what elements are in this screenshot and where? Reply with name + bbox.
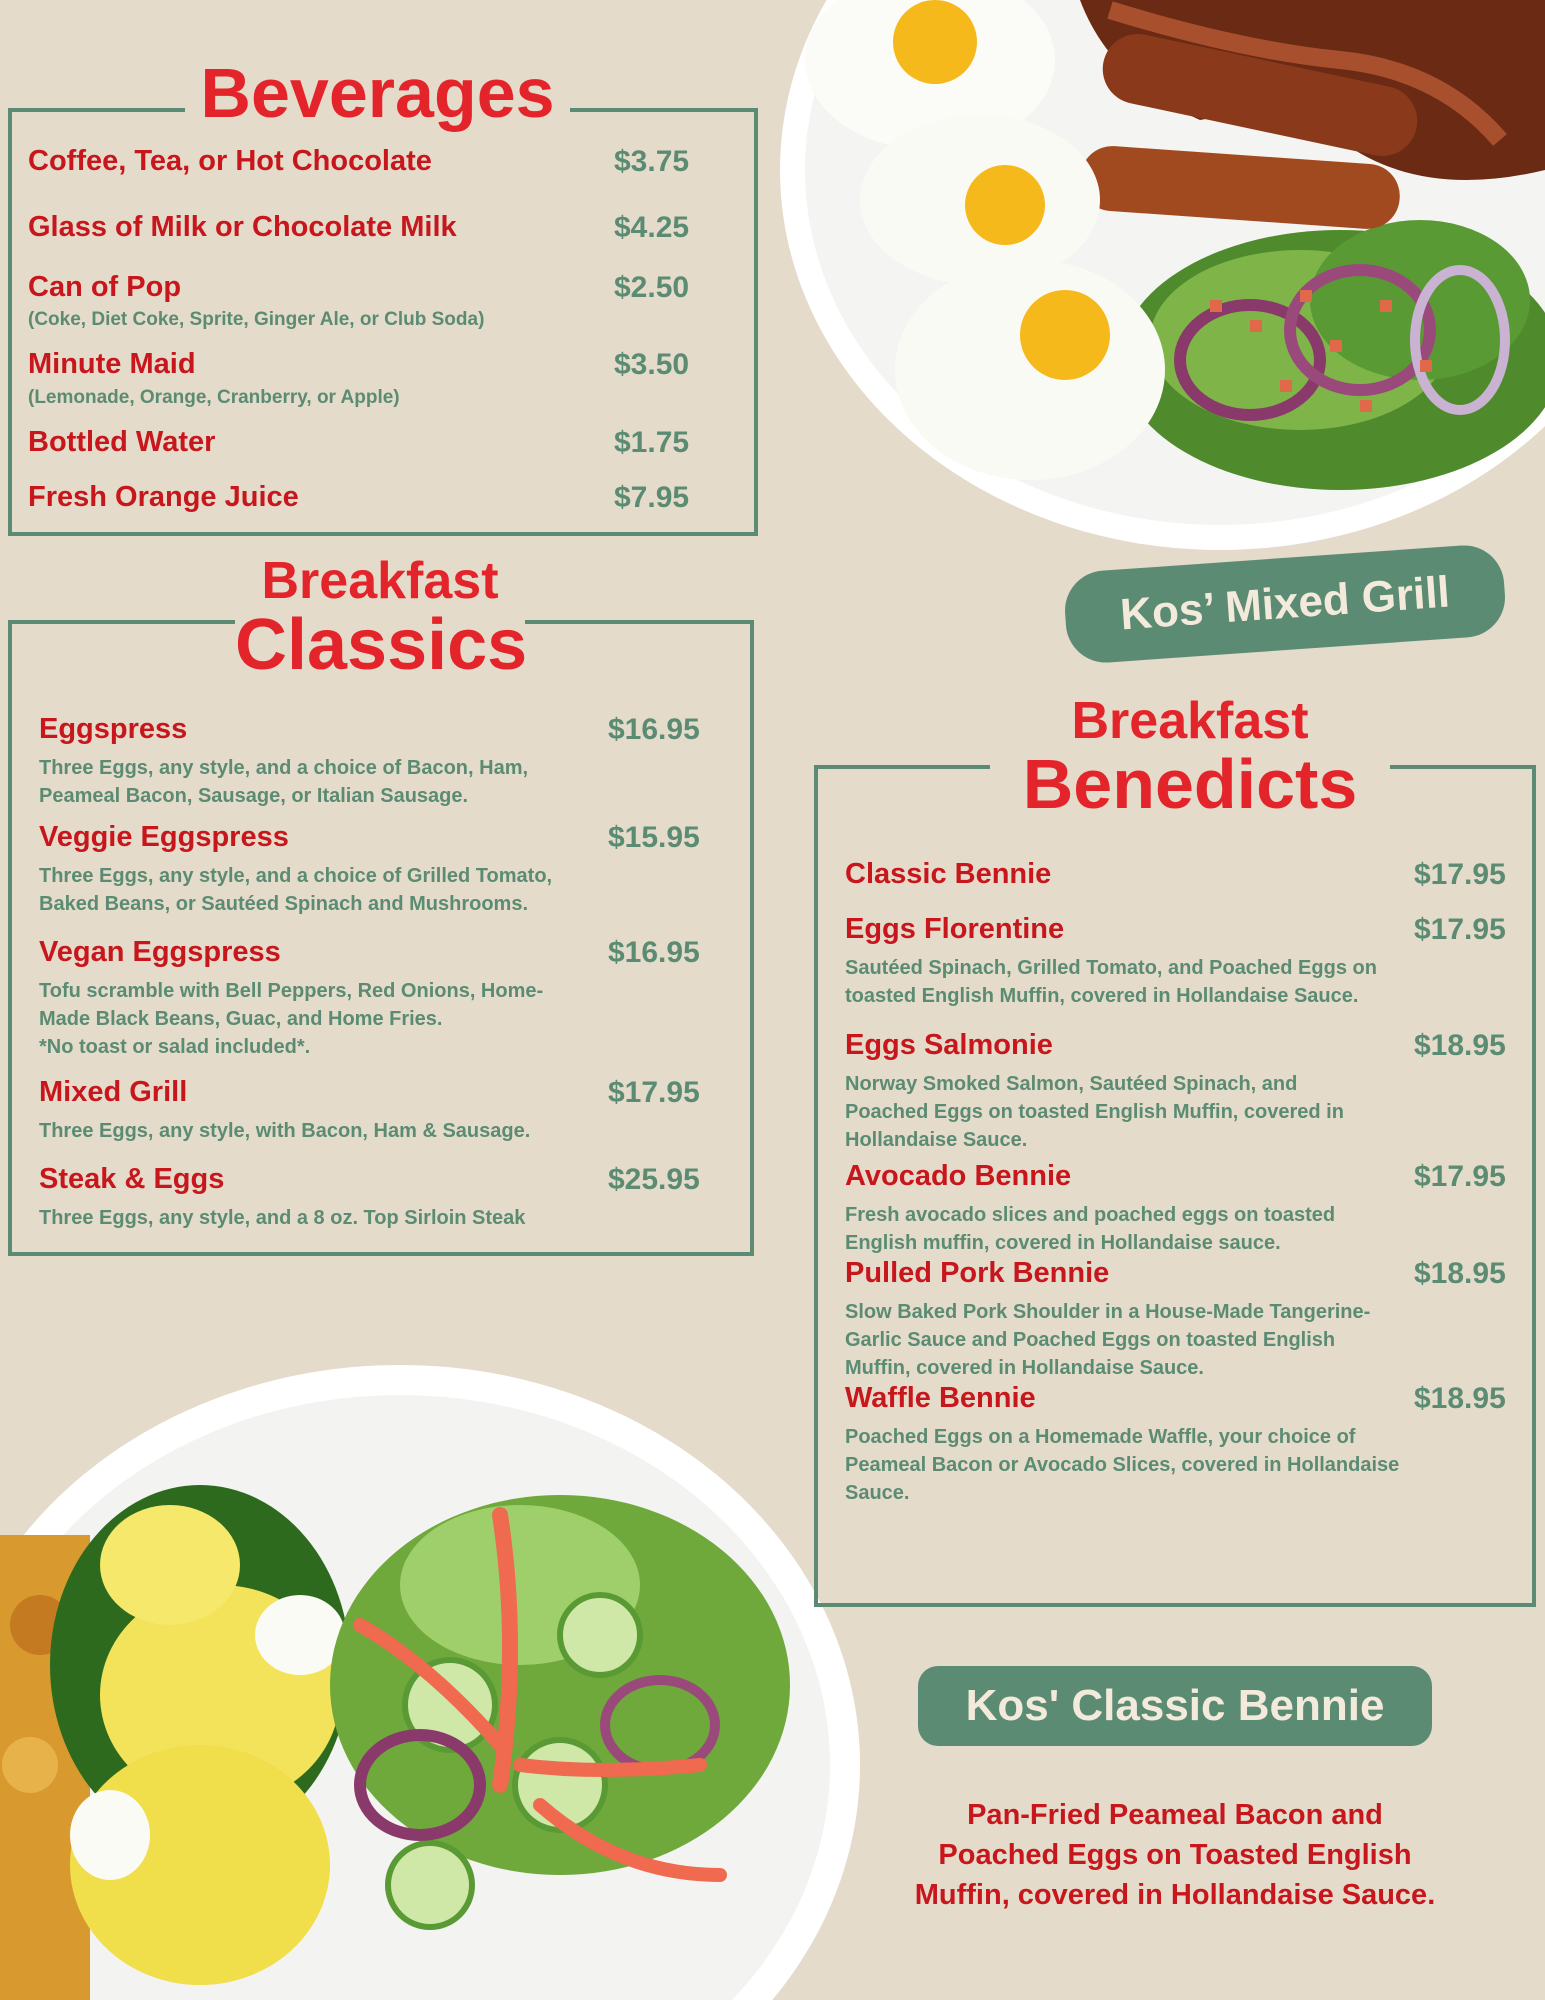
benedicts-title-top: Breakfast (1071, 692, 1309, 750)
mixed-grill-label: Kos’ Mixed Grill (1062, 543, 1507, 665)
menu-item-price: $17.95 (1414, 1160, 1506, 1193)
menu-item-name: Minute Maid (28, 348, 196, 380)
menu-item-name: Eggs Florentine (845, 913, 1065, 945)
menu-item-name: Pulled Pork Bennie (845, 1257, 1110, 1289)
menu-item-name: Classic Bennie (845, 858, 1052, 890)
menu-item-desc: Three Eggs, any style, and a 8 oz. Top Sirloin Steak (39, 1207, 526, 1229)
menu-item-price: $16.95 (608, 713, 700, 746)
menu-item-price: $3.50 (614, 348, 690, 381)
menu-item-desc: Three Eggs, any style, and a choice of Bacon, Ham, Peameal Bacon, Sausage, or Italian Sausage. (39, 757, 529, 807)
menu-item-price: $3.75 (614, 145, 690, 178)
classic-bennie-label: Kos' Classic Bennie (918, 1666, 1432, 1746)
benedicts-list (814, 765, 1536, 1607)
menu-item-name: Glass of Milk or Chocolate Milk (28, 211, 457, 243)
classics-title-bottom: Classics (235, 605, 528, 685)
beverages-title: Beverages (185, 58, 570, 128)
classics-title-top: Breakfast (261, 552, 499, 610)
menu-item-price: $17.95 (608, 1076, 700, 1109)
menu-item-desc: Three Eggs, any style, with Bacon, Ham & Sausage. (39, 1120, 531, 1142)
mixed-grill-photo (780, 0, 1545, 570)
menu-item-desc: (Coke, Diet Coke, Sprite, Ginger Ale, or Club Soda) (28, 309, 485, 330)
benedicts-title-bottom: Benedicts (1022, 745, 1358, 823)
menu-item-price: $4.25 (614, 211, 690, 244)
menu-item-name: Bottled Water (28, 426, 216, 458)
menu-item-name: Eggs Salmonie (845, 1029, 1053, 1061)
menu-item-desc: (Lemonade, Orange, Cranberry, or Apple) (28, 387, 400, 408)
menu-item-desc: Sautéed Spinach, Grilled Tomato, and Poached Eggs on toasted English Muffin, covered in Hollandaise Sauce. (845, 957, 1377, 1007)
menu-item-name: Can of Pop (28, 271, 182, 303)
menu-item-price: $18.95 (1414, 1029, 1506, 1062)
menu-item-desc: Fresh avocado slices and poached eggs on toasted English muffin, covered in Hollandaise sauce. (845, 1204, 1336, 1254)
menu-item-price: $16.95 (608, 936, 700, 969)
menu-item-price: $2.50 (614, 271, 690, 304)
classic-bennie-desc: Pan-Fried Peameal Bacon and Poached Eggs on Toasted English Muffin, covered in Hollandaise Sauce. (914, 1799, 1436, 1911)
menu-item-desc: Poached Eggs on a Homemade Waffle, your choice of Peameal Bacon or Avocado Slices, covered in Hollandaise Sauce. (845, 1426, 1400, 1504)
menu-item-price: $25.95 (608, 1163, 700, 1196)
menu-item-desc: Three Eggs, any style, and a choice of Grilled Tomato, Baked Beans, or Sautéed Spinach and Mushrooms. (39, 865, 553, 915)
menu-item-name: Steak & Eggs (39, 1163, 225, 1195)
menu-item-price: $17.95 (1414, 858, 1506, 891)
beverages-list (8, 108, 758, 536)
menu-item-price: $18.95 (1414, 1257, 1506, 1290)
menu-item-name: Waffle Bennie (845, 1382, 1036, 1414)
classics-list (8, 620, 754, 1256)
menu-item-desc: Tofu scramble with Bell Peppers, Red Onions, Home- Made Black Beans, Guac, and Home Fries. *No toast or salad included*. (39, 980, 544, 1058)
menu-item-name: Veggie Eggspress (39, 821, 289, 853)
menu-item-price: $15.95 (608, 821, 700, 854)
menu-item-name: Eggspress (39, 713, 188, 745)
menu-item-name: Vegan Eggspress (39, 936, 281, 968)
menu-item-name: Avocado Bennie (845, 1160, 1072, 1192)
menu-item-desc: Slow Baked Pork Shoulder in a House-Made Tangerine- Garlic Sauce and Poached Eggs on toasted English Muffin, covered in Hollandaise Sauce. (845, 1301, 1371, 1379)
menu-item-name: Mixed Grill (39, 1076, 188, 1108)
menu-item-price: $7.95 (614, 481, 690, 514)
classic-bennie-photo (0, 1365, 860, 2000)
menu-item-desc: Norway Smoked Salmon, Sautéed Spinach, and Poached Eggs on toasted English Muffin, covered in Hollandaise Sauce. (845, 1073, 1344, 1151)
menu-item-name: Fresh Orange Juice (28, 481, 299, 513)
menu-item-price: $1.75 (614, 426, 690, 459)
menu-item-price: $18.95 (1414, 1382, 1506, 1415)
menu-item-name: Coffee, Tea, or Hot Chocolate (28, 145, 432, 177)
menu-item-price: $17.95 (1414, 913, 1506, 946)
